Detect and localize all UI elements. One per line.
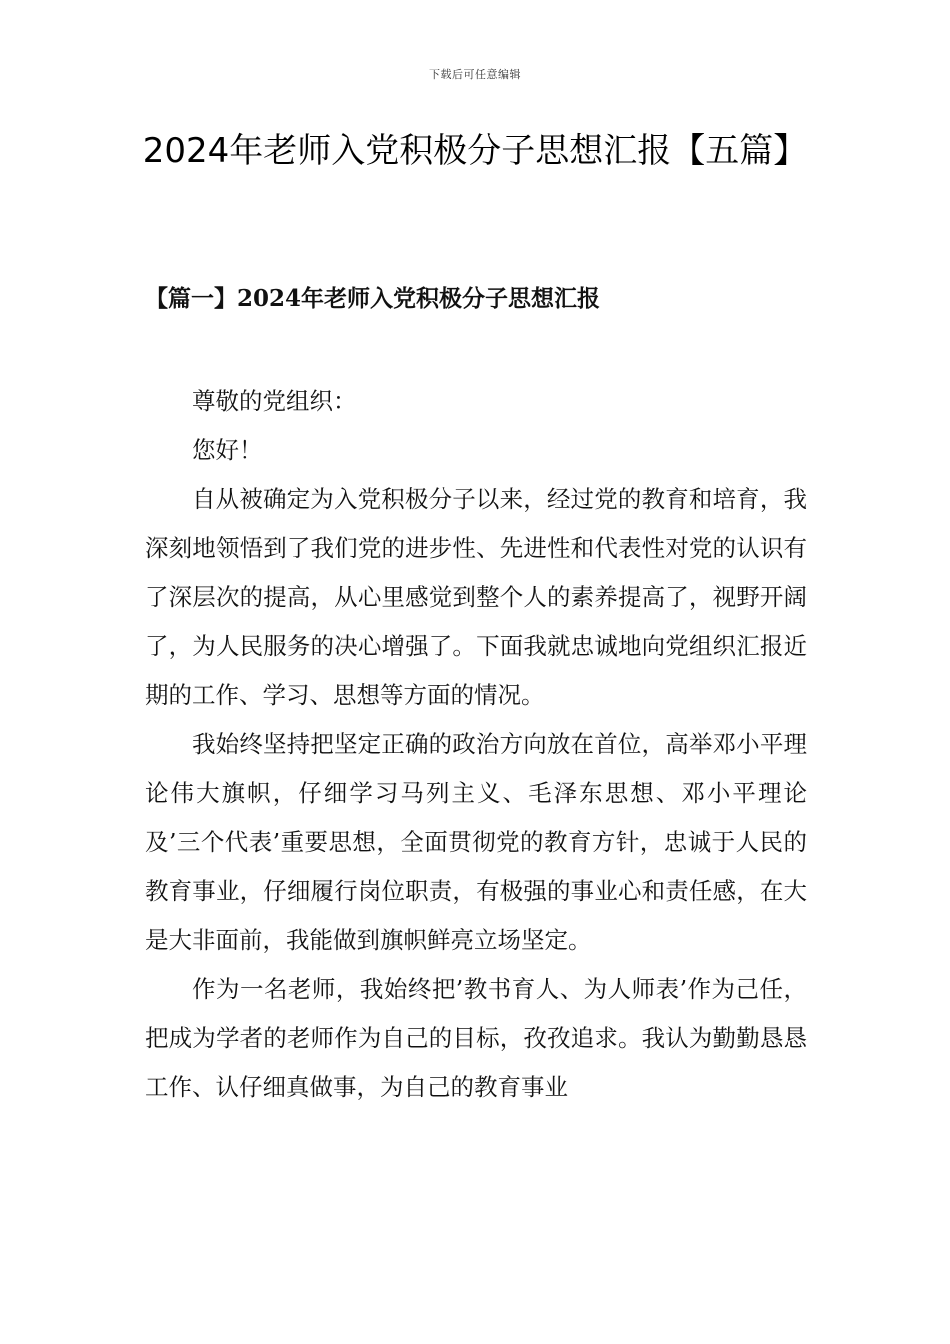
document-title: 2024年老师入党积极分子思想汇报【五篇】 (142, 131, 808, 171)
document-body (145, 377, 807, 1112)
section-heading: 【篇一】2024年老师入党积极分子思想汇报 (145, 285, 601, 312)
paragraph-1: 自从被确定为入党积极分子以来，经过党的教育和培育，我深刻地领悟到了我们党的进步性、先进性和代表性对党的认识有了深层次的提高，从心里感觉到整个人的素养提高了，视野开阔了，为人民服务的决心增强了。下面我就忠诚地向党组织汇报近期的工作、学习、思想等方面的情况。 (145, 485, 807, 709)
header-note: 下载后可任意编辑 (429, 68, 521, 81)
salutation: 尊敬的党组织： (192, 387, 357, 415)
paragraph-3: 作为一名老师，我始终把’教书育人、为人师表’作为己任，把成为学者的老师作为自己的目标，孜孜追求。我认为勤勤恳恳工作、认仔细真做事，为自己的教育事业 (145, 975, 807, 1101)
greeting: 您好！ (192, 436, 263, 464)
paragraph-2: 我始终坚持把坚定正确的政治方向放在首位，高举邓小平理论伟大旗帜，仔细学习马列主义、毛泽东思想、邓小平理论及’三个代表’重要思想，全面贯彻党的教育方针，忠诚于人民的教育事业，仔细履行岗位职责，有极强的事业心和责任感，在大是大非面前，我能做到旗帜鲜亮立场坚定。 (145, 730, 807, 954)
